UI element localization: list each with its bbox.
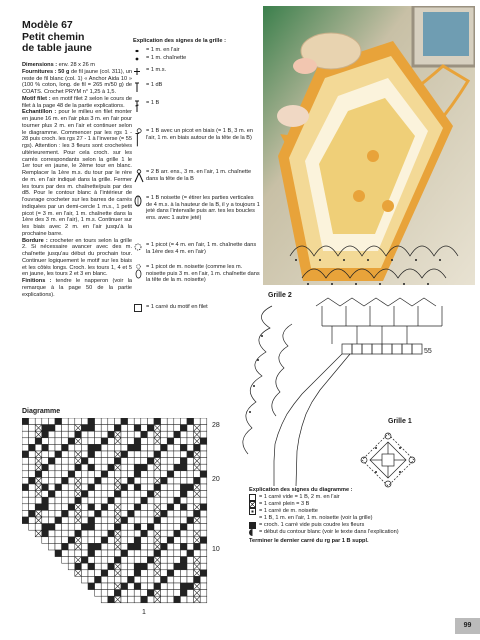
finishing-text: tendre le napperon (voir la remarque à la page 50 de la partie explications). (22, 278, 132, 298)
pattern-title (22, 20, 127, 55)
legend-item: = 1 B avec un picot en biais (= 1 B, 3 m. en l'air, 1 m. en biais autour de la tête de la B) (133, 128, 263, 158)
filled-square-icon (249, 522, 256, 529)
grille-legend-heading: Explication des signes de la grille : (133, 38, 226, 44)
title-line-3: de table jaune (22, 42, 93, 54)
instructions-text (22, 62, 132, 298)
dimensions-text: env. 28 x 26 m (57, 62, 95, 68)
half-circle-icon (249, 529, 256, 536)
diagramme-label: Diagramme (22, 408, 61, 415)
cross-square-icon (249, 501, 256, 508)
legend-row: = 1 carré vide = 1 B, 2 m. en l'air (249, 494, 419, 501)
gauge-text: pour le milieu en filet monter en jaune 16 m. en l'air plus 3 m. en l'air pour tourner plus 2 m. en l'air et continuer selon le diagramme. Commencer par les rgs 1 - 28 puis croch. les rgs 27 - 1 à l'inverse (= 55 rgs). Attention : les 3 fleurs sont crochetées ultérieurement. Pour cela croch. sur les carrés correspondants selon la grille 1 le 1er tour en jaune, le 2ème tour en blanc. Remplacer la 1ère m.s. du tour par le rère de m. en l'air indiqué dans la grille. Fermer les tours par des m. chaînette/puis par des dB. Pour le contour blanc à l'intérieur de l'ouvrage crocheter sur les barres de carrés indiquées par un demi-cercle 1 m.s., 1 petit picot (= 3 m. en l'air, 1 m. chaînette dans la 1ère des 3 m. en l'air), 1 m.s. Continuer sur les biais avec 2 m. en l'air jusqu'à la prochaine barre. (22, 109, 133, 237)
legend-row: = 1 carré plein = 3 B (249, 501, 419, 508)
page-number: 99 (455, 618, 480, 634)
legend-row: = début du contour blanc (voir le texte dans l'explication) (249, 529, 419, 536)
grille1-label: Grille 1 (388, 418, 412, 425)
grille2-label: Grille 2 (268, 292, 292, 299)
row-label-28: 28 (212, 422, 220, 429)
motif-label: Motif filet : (22, 95, 51, 102)
grille1-diagram (356, 428, 420, 492)
diagramme-legend (249, 487, 419, 544)
row-label-20: 20 (212, 476, 220, 483)
filet-diagram (22, 418, 244, 618)
finishing-label: Finitions : (22, 278, 52, 284)
diagramme-legend-heading: Explication des signes du diagramme : (249, 487, 353, 493)
legend-row: = croch. 1 carré vide puis coudre les fleurs (249, 522, 419, 529)
legend-item: = 1 B noisette (= étirer les parties verticales de 4 m.s. à la hauteur de la B, il y a toujours 1 jeté dans l'intervalle puis arr. tes les boucles ens. avec 1 autre jeté) (133, 195, 263, 240)
row-label-10: 10 (212, 546, 220, 553)
grille2-number: 55 (424, 348, 432, 355)
title-line-2: Petit chemin (22, 30, 85, 43)
gauge-label: Echantillon : (22, 109, 57, 116)
empty-square-icon (249, 494, 256, 501)
grille2-diagram (232, 236, 470, 491)
supplies-label: Fournitures : 50 g (22, 68, 70, 75)
model-number: Modèle 67 (22, 19, 73, 31)
border-label: Bordure : (22, 237, 48, 244)
border-text: crocheter en tours selon la grille 2. Si nécessaire avancer avec des m. chaînette jusqu'au début du prochain tour. Continuer logiquement le motif sur les biais et les côtés longs. Croch. les tours 1, 4 et 5 en jaune, les tours 2 et 3 en blanc. (22, 237, 133, 278)
supplies-text: de fil jaune (col. 311), un reste de fil blanc (col. 1) « Anchor Aida 10 » (100 % coton, long. de fil = 265 m/50 g) de COATS. Crochet PRYM n° 1,25 à 1,5. (22, 68, 132, 95)
grille-legend: Explication des signes de la grille : = 1 m. en l'air = 1 m. chaînette = 1 m.s. = 1 dB = 1 B = 1 B avec un picot en biais (= 1 B, 3 m. en l'air, 1 m. en biais autour de la tête de la B) = 2 B arr. ens., 3 m. en l'air, 1 m. chaînette dans la tête de la B = 1 B noisette (= étirer les parties verticales de 4 m.s. à la hauteur de la B, il y a toujours 1 jeté dans l'intervalle puis arr. tes les boucles ens. avec 1 autre jeté) = 1 picot (= 4 m. en l'air, 1 m. chaînette dans la 1ère des 4 m. en l'air) = 1 picot de m. noisette (comme les m. noisette puis 3 m. en l'air, 1 m. chaînette dans la tête de la m. noisette) = 1 carré du motif en filet (133, 38, 263, 318)
dimensions-label: Dimensions : (22, 62, 58, 68)
motif-text: en motif filet 2 selon le cours de filet à la page 48 de la partie explications. (22, 95, 132, 109)
legend-row: = 1 carré de m. noisette (249, 508, 419, 515)
legend-row: = 1 B, 1 m. en l'air, 1 m. noisette (voir la grille) (259, 514, 373, 521)
row-label-1: 1 (142, 609, 146, 616)
noisette-square-icon (249, 508, 256, 515)
diagramme-legend-footer: Terminer le dernier carré du rg par 1 B suppl. (249, 537, 369, 544)
